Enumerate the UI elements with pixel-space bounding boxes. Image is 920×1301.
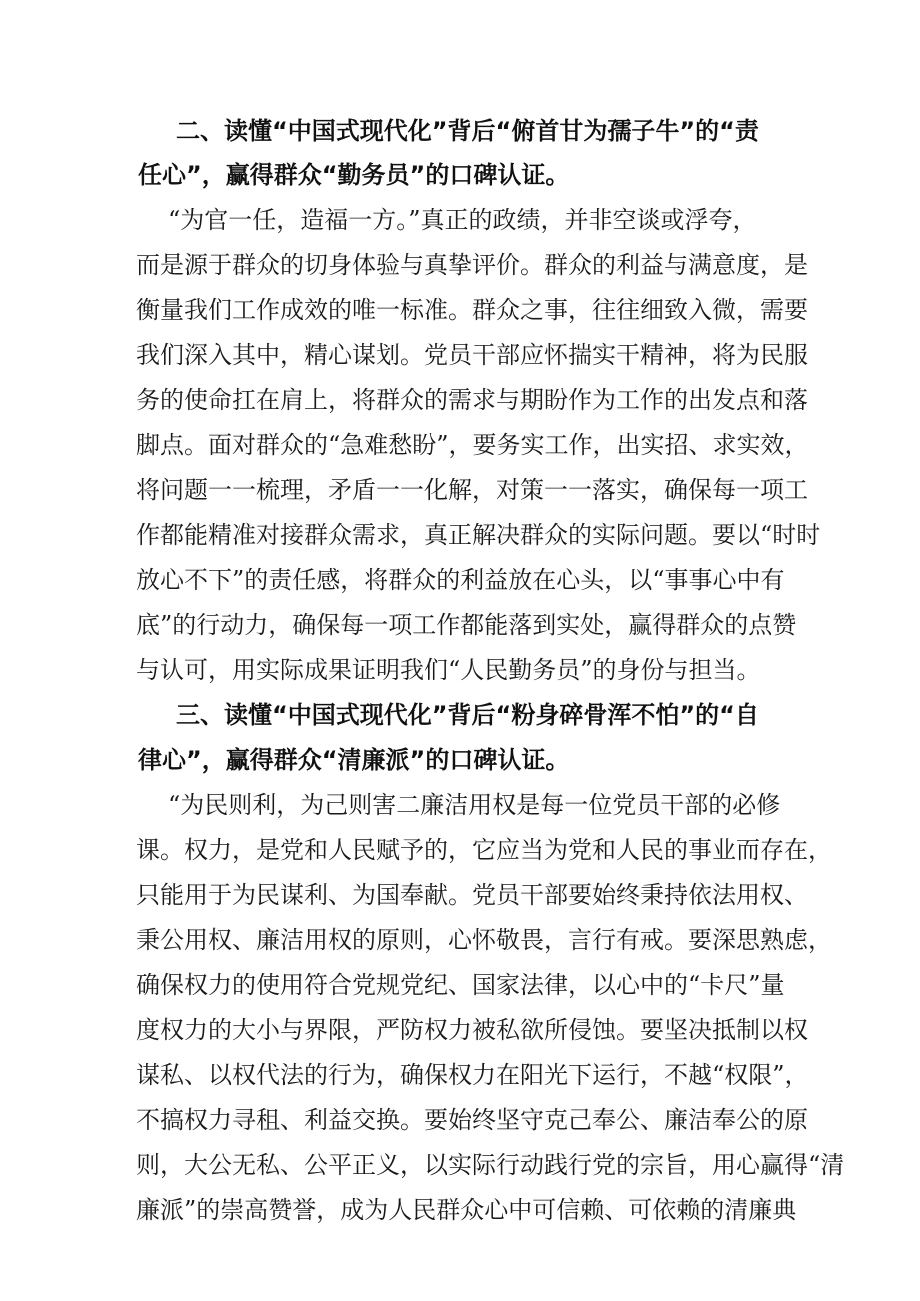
- paragraph-line: 不搞权力寻租、利益交换。要始终坚守克己奉公、廉洁奉公的原: [136, 1106, 808, 1134]
- paragraph-line: 务的使命扛在肩上，将群众的需求与期盼作为工作的出发点和落: [136, 386, 808, 414]
- paragraph-line: 而是源于群众的切身体验与真挚评价。群众的利益与满意度，是: [136, 251, 808, 279]
- heading-line: 二、读懂“中国式现代化”背后“俯首甘为孺子牛”的“责: [176, 117, 759, 145]
- paragraph-line: 度权力的大小与界限，严防权力被私欲所侵蚀。要坚决抵制以权: [136, 1016, 808, 1044]
- paragraph-line: 作都能精准对接群众需求，真正解决群众的实际问题。要以“时时: [136, 521, 821, 549]
- paragraph-line: 则，大公无私、公平正义，以实际行动践行党的宗旨，用心赢得“清: [136, 1151, 845, 1179]
- paragraph-line: 放心不下”的责任感，将群众的利益放在心头，以“事事心中有: [136, 566, 785, 594]
- heading-line: 律心”，赢得群众“清廉派”的口碑认证。: [138, 746, 570, 774]
- paragraph-line: 秉公用权、廉洁用权的原则，心怀敬畏，言行有戒。要深思熟虑，: [136, 926, 832, 954]
- heading-line: 三、读懂“中国式现代化”背后“粉身碎骨浑不怕”的“自: [176, 701, 759, 729]
- paragraph-line: 我们深入其中，精心谋划。党员干部应怀揣实干精神，将为民服: [136, 341, 808, 369]
- paragraph-line: “为官一任，造福一方。”真正的政绩，并非空谈或浮夸，: [168, 206, 757, 234]
- heading-line: 任心”，赢得群众“勤务员”的口碑认证。: [138, 161, 570, 189]
- paragraph-line: “为民则利，为己则害二廉洁用权是每一位党员干部的必修: [168, 791, 781, 819]
- paragraph-line: 廉派”的崇高赞誉，成为人民群众心中可信赖、可依赖的清廉典: [136, 1196, 797, 1224]
- paragraph-line: 确保权力的使用符合党规党纪、国家法律，以心中的“卡尺”量: [136, 971, 785, 999]
- paragraph-line: 与认可，用实际成果证明我们“人民勤务员”的身份与担当。: [136, 656, 761, 684]
- paragraph-line: 谋私、以权代法的行为，确保权力在阳光下运行，不越“权限”，: [136, 1061, 809, 1089]
- paragraph-line: 衡量我们工作成效的唯一标准。群众之事，往往细致入微，需要: [136, 296, 808, 324]
- paragraph-line: 只能用于为民谋利、为国奉献。党员干部要始终秉持依法用权、: [136, 881, 808, 909]
- paragraph-line: 底”的行动力，确保每一项工作都能落到实处，赢得群众的点赞: [136, 611, 797, 639]
- paragraph-line: 脚点。面对群众的“急难愁盼”，要务实工作，出实招、求实效，: [136, 431, 809, 459]
- paragraph-line: 课。权力，是党和人民赋予的，它应当为党和人民的事业而存在，: [136, 836, 832, 864]
- paragraph-line: 将问题一一梳理，矛盾一一化解，对策一一落实，确保每一项工: [136, 476, 808, 504]
